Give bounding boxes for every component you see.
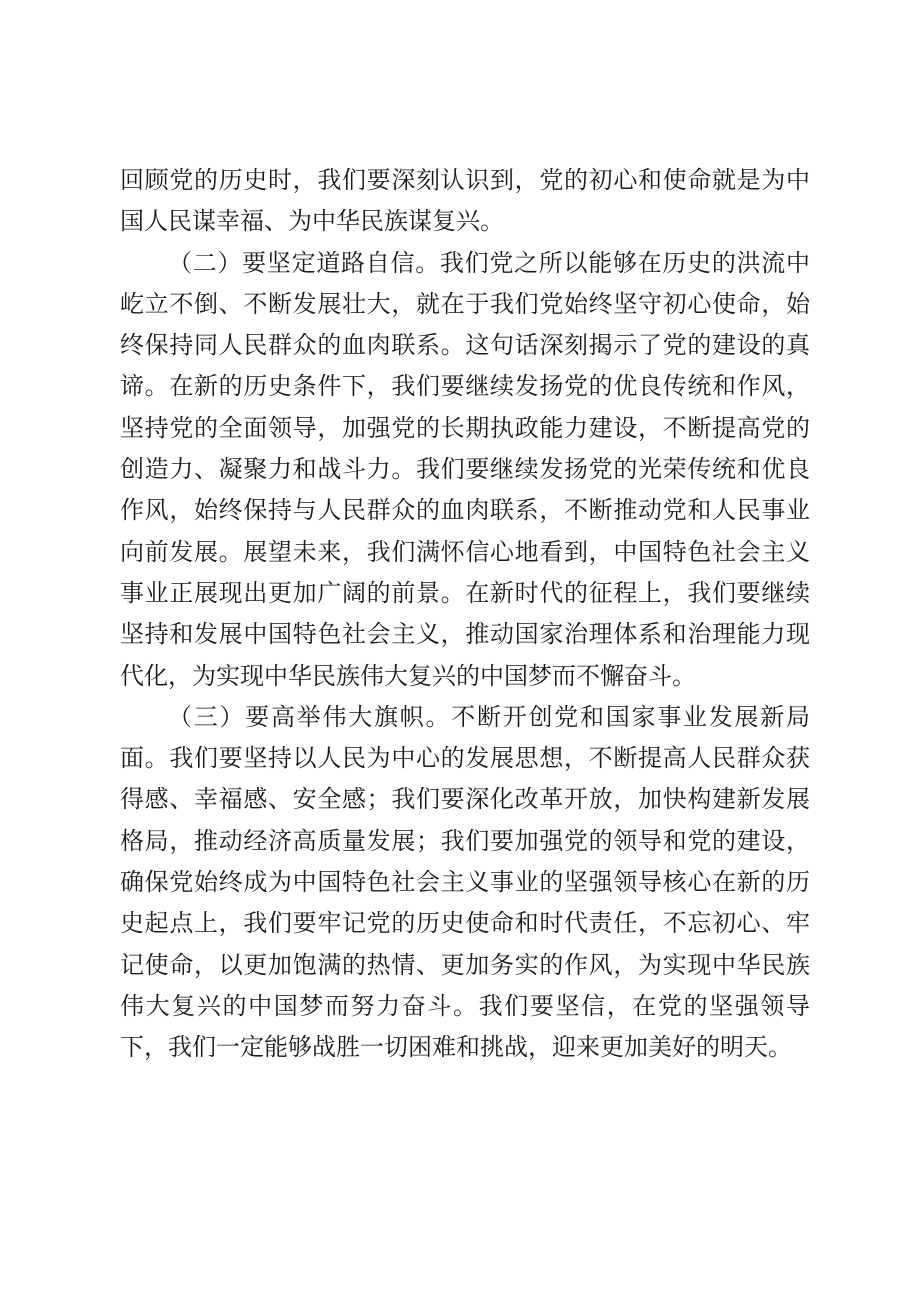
- paragraph-section-3: （三）要高举伟大旗帜。不断开创党和国家事业发展新局面。我们要坚持以人民为中心的发展思想，不断提高人民群众获得感、幸福感、安全感；我们要深化改革开放，加快构建新发展格局，推动经济高质量发展；我们要加强党的领导和党的建设，确保党始终成为中国特色社会主义事业的坚强领导核心在新的历史起点上，我们要牢记党的历史使命和时代责任，不忘初心、牢记使命，以更加饱满的热情、更加务实的作风，为实现中华民族伟大复兴的中国梦而努力奋斗。我们要坚信，在党的坚强领导下，我们一定能够战胜一切困难和挑战，迎来更加美好的明天。: [120, 702, 810, 1062]
- paragraph-section-2: （二）要坚定道路自信。我们党之所以能够在历史的洪流中屹立不倒、不断发展壮大，就在于我们党始终坚守初心使命，始终保持同人民群众的血肉联系。这句话深刻揭示了党的建设的真谛。在新的历史条件下，我们要继续发扬党的优良传统和作风，坚持党的全面领导，加强党的长期执政能力建设，不断提高党的创造力、凝聚力和战斗力。我们要继续发扬党的光荣传统和优良作风，始终保持与人民群众的血肉联系，不断推动党和人民事业向前发展。展望未来，我们满怀信心地看到，中国特色社会主义事业正展现出更加广阔的前景。在新时代的征程上，我们要继续坚持和发展中国特色社会主义，推动国家治理体系和治理能力现代化，为实现中华民族伟大复兴的中国梦而不懈奋斗。: [120, 248, 810, 690]
- document-body: [120, 160, 810, 1069]
- paragraph-continuation: 回顾党的历史时，我们要深刻认识到，党的初心和使命就是为中国人民谋幸福、为中华民族谋复兴。: [120, 166, 810, 236]
